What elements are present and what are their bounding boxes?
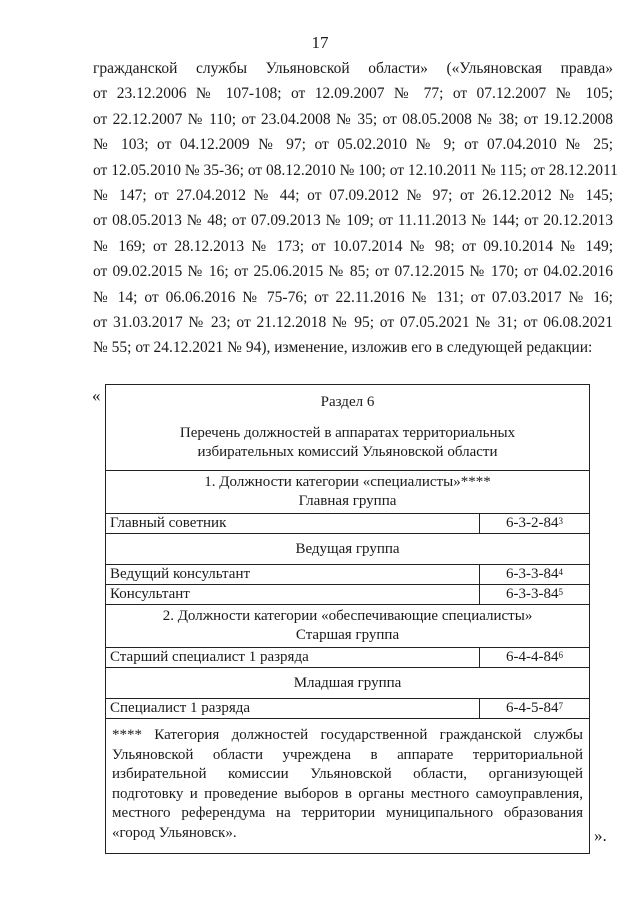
table-title-line: Перечень должностей в аппаратах территориальных [179, 425, 516, 441]
intro-line: от 31.03.2017 № 23; от 21.12.2018 № 95; от 07.05.2021 № 31; от 06.08.2021 [93, 314, 613, 332]
footnote-mark: 5 [558, 587, 563, 597]
quote-open: « [92, 386, 101, 405]
position-code-cell [480, 565, 590, 585]
footnote-mark: 7 [558, 701, 563, 711]
footnote-mark: 6 [558, 650, 563, 660]
category-row [106, 471, 590, 514]
intro-line: от 08.05.2013 № 48; от 07.09.2013 № 109; от 11.11.2013 № 144; от 20.12.2013 [93, 212, 613, 230]
intro-line: от 09.02.2015 № 16; от 25.06.2015 № 85; от 07.12.2015 № 170; от 04.02.2016 [93, 263, 613, 281]
footnote-line: **** Категория должностей государственной гражданской службы [112, 727, 584, 743]
position-name: Специалист 1 разряда [106, 699, 480, 719]
position-code: 6-3-2-84 [506, 515, 559, 531]
category-row [106, 605, 590, 648]
group-row [106, 534, 590, 565]
intro-line: от 22.12.2007 № 110; от 23.04.2008 № 35; от 08.05.2008 № 38; от 19.12.2008 [93, 110, 613, 128]
table-title-cell [106, 385, 590, 471]
position-name: Главный советник [106, 514, 480, 534]
intro-line: от 23.12.2006 № 107-108; от 12.09.2007 № 77; от 07.12.2007 № 105; [93, 85, 613, 103]
category-cell [106, 471, 590, 514]
table-row [106, 514, 590, 534]
positions-table [105, 384, 590, 854]
section-heading: Раздел 6 [320, 394, 375, 410]
group-title: Ведущая группа [106, 534, 590, 565]
position-code-cell [480, 585, 590, 605]
group-title: Главная группа [298, 493, 397, 509]
category-title: 1. Должности категории «специалисты»**** [204, 474, 491, 490]
table-title-line: избирательных комиссий Ульяновской области [197, 444, 498, 460]
footnote-line: Ульяновской области учреждена в аппарате территориальной [112, 746, 584, 763]
quote-close: ». [594, 826, 607, 845]
footnote-mark: 3 [558, 516, 563, 526]
page-number: 17 [311, 33, 329, 52]
intro-line: № 169; от 28.12.2013 № 173; от 10.07.2014 № 98; от 09.10.2014 № 149; [93, 237, 613, 255]
table-title-row [106, 385, 590, 471]
position-code-cell [480, 648, 590, 668]
position-code: 6-3-3-84 [506, 586, 559, 602]
footnote-line: местного референдума на территории муниципального образования [112, 805, 584, 821]
position-code: 6-3-3-84 [506, 566, 559, 582]
table-row [106, 585, 590, 605]
intro-line: № 55; от 24.12.2021 № 94), изменение, изложив его в следующей редакции: [93, 339, 593, 357]
intro-line: № 147; от 27.04.2012 № 44; от 07.09.2012 № 97; от 26.12.2012 № 145; [93, 187, 613, 205]
table-row [106, 565, 590, 585]
footnote-line: «город Ульяновск». [112, 824, 237, 841]
position-code: 6-4-5-84 [506, 700, 559, 716]
group-title: Старшая группа [295, 627, 400, 643]
position-code-cell [480, 699, 590, 719]
category-title: 2. Должности категории «обеспечивающие специалисты» [162, 608, 533, 624]
footnote-line: подготовку и проведение выборов в органы местного самоуправления, [112, 785, 584, 802]
position-code-cell [480, 514, 590, 534]
intro-line: гражданской службы Ульяновской области» («Ульяновская правда» [93, 60, 613, 77]
footnote-mark: 4 [558, 567, 563, 577]
intro-line: № 14; от 06.06.2016 № 75-76; от 22.11.2016 № 131; от 07.03.2017 № 16; [93, 288, 613, 306]
group-row [106, 668, 590, 699]
table-row [106, 648, 590, 668]
intro-paragraph [93, 56, 618, 361]
footnote-line: избирательной комиссии Ульяновской области, организующей [112, 766, 584, 782]
category-cell [106, 605, 590, 648]
intro-line: № 103; от 04.12.2009 № 97; от 05.02.2010 № 9; от 07.04.2010 № 25; [93, 136, 613, 154]
position-name: Ведущий консультант [106, 565, 480, 585]
position-name: Консультант [106, 585, 480, 605]
footnote-row [106, 719, 590, 854]
intro-line: от 12.05.2010 № 35-36; от 08.12.2010 № 100; от 12.10.2011 № 115; от 28.12.2011 [93, 161, 618, 179]
footnote-cell [106, 719, 590, 854]
table-row [106, 699, 590, 719]
position-name: Старший специалист 1 разряда [106, 648, 480, 668]
position-code: 6-4-4-84 [506, 649, 559, 665]
group-title: Младшая группа [106, 668, 590, 699]
